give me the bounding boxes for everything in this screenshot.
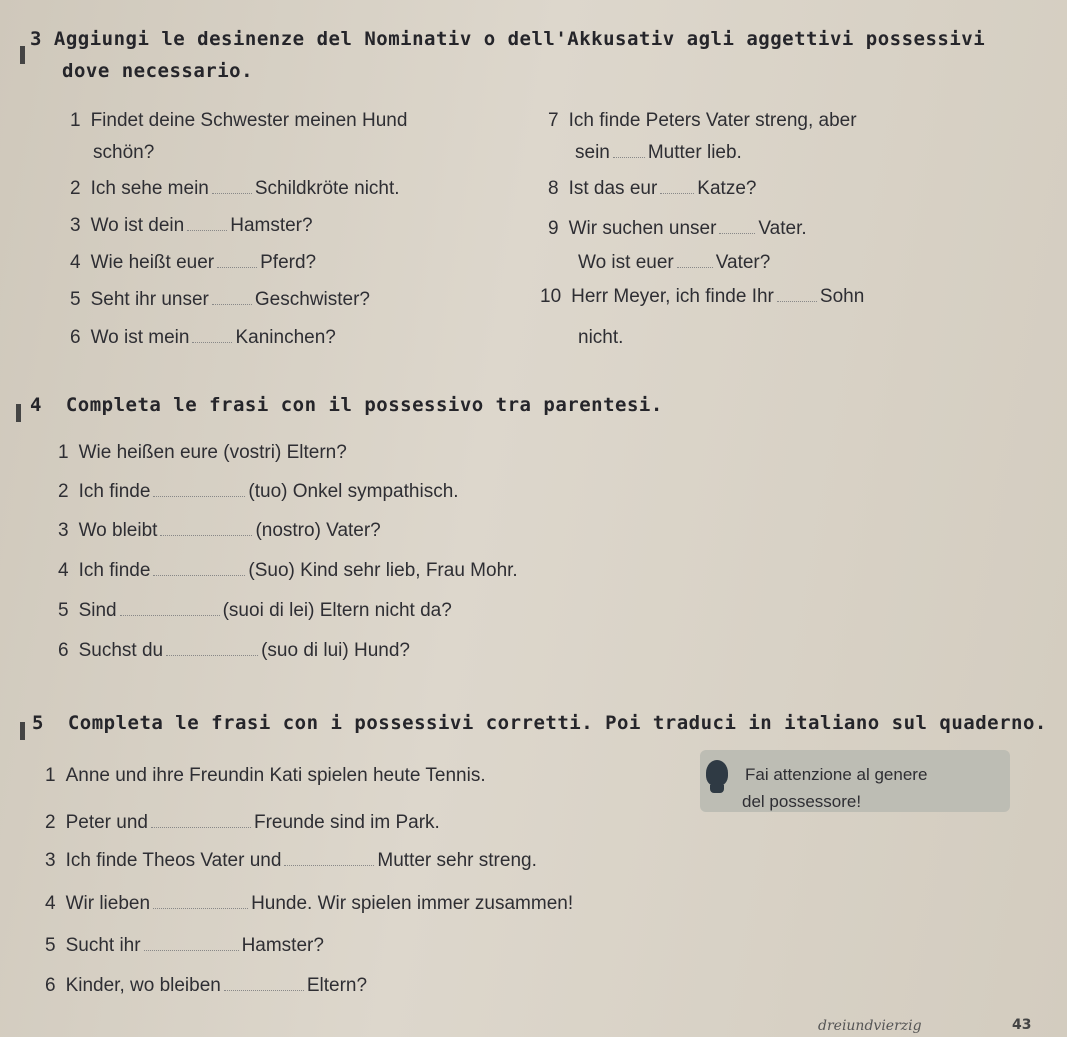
answer-blank[interactable] [224,989,304,991]
ex4-item-2: 2 Ich finde (tuo) Onkel sympathisch. [58,481,459,502]
exercise-title: Completa le frasi con i possessivi corretti. Poi traduci in italiano sul quaderno. [67,712,1047,734]
lightbulb-icon [706,760,728,786]
ex4-item-1: 1 Wie heißen eure (vostri) Eltern? [58,442,347,463]
exercise-title: Aggiungi le desinenze del Nominativ o dell'Akkusativ agli aggettivi possessivi [53,28,986,50]
page-number: 43 [1012,1017,1032,1033]
ex3-item-1-cont: schön? [93,142,155,163]
ex3-item-4: 4 Wie heißt euer Pferd? [70,252,317,273]
ex3-item-6: 6 Wo ist mein Kaninchen? [70,327,336,348]
answer-blank[interactable] [719,232,755,234]
answer-blank[interactable] [120,614,220,616]
answer-blank[interactable] [777,300,817,302]
ex3-item-3: 3 Wo ist dein Hamster? [70,215,313,236]
answer-blank[interactable] [217,266,257,268]
answer-blank[interactable] [284,864,374,866]
answer-blank[interactable] [212,192,252,194]
exercise-title: Completa le frasi con il possessivo tra parentesi. [65,394,663,416]
ex5-item-2: 2 Peter und Freunde sind im Park. [45,812,440,833]
answer-blank[interactable] [144,949,239,951]
exercise-4-heading [30,394,663,416]
answer-blank[interactable] [153,907,248,909]
exercise-marker [16,404,21,422]
answer-blank[interactable] [153,574,245,576]
ex3-item-5: 5 Seht ihr unser Geschwister? [70,289,370,310]
answer-blank[interactable] [677,266,713,268]
ex4-item-5: 5 Sind (suoi di lei) Eltern nicht da? [58,600,452,621]
answer-blank[interactable] [151,826,251,828]
ex3-item-9-cont: Wo ist euer Vater? [578,252,771,273]
ex5-item-3: 3 Ich finde Theos Vater und Mutter sehr streng. [45,850,537,871]
ex4-item-6: 6 Suchst du (suo di lui) Hund? [58,640,410,661]
exercise-3-heading-line2: dove necessario. [62,60,254,82]
ex5-item-6: 6 Kinder, wo bleiben Eltern? [45,975,368,996]
ex3-item-1: 1 Findet deine Schwester meinen Hund [70,110,408,131]
page-number-word: dreiundvierzig [818,1018,922,1034]
ex3-item-9: 9 Wir suchen unser Vater. [548,218,807,239]
answer-blank[interactable] [192,341,232,343]
answer-blank[interactable] [660,192,694,194]
answer-blank[interactable] [160,534,252,536]
ex3-item-7: 7 Ich finde Peters Vater streng, aber [548,110,857,131]
answer-blank[interactable] [187,229,227,231]
exercise-number: 4 [30,394,42,416]
ex5-item-4: 4 Wir lieben Hunde. Wir spielen immer zusammen! [45,893,574,914]
lightbulb-icon-base [710,785,724,793]
exercise-3-heading [30,28,985,50]
ex5-item-1: 1 Anne und ihre Freundin Kati spielen heute Tennis. [45,765,486,786]
tip-line-1: Fai attenzione al genere [745,765,928,784]
ex3-item-10: 10 Herr Meyer, ich finde Ihr Sohn [540,286,865,307]
ex3-item-8: 8 Ist das eur Katze? [548,178,757,199]
exercise-5-heading [32,712,1047,734]
ex3-item-7-cont: sein Mutter lieb. [575,142,742,163]
exercise-marker [20,46,25,64]
ex3-item-10-cont: nicht. [578,327,624,348]
tip-line-2: del possessore! [742,792,862,811]
answer-blank[interactable] [212,303,252,305]
answer-blank[interactable] [166,654,258,656]
ex4-item-4: 4 Ich finde (Suo) Kind sehr lieb, Frau Mohr. [58,560,518,581]
answer-blank[interactable] [613,156,645,158]
ex4-item-3: 3 Wo bleibt (nostro) Vater? [58,520,381,541]
ex3-item-2: 2 Ich sehe mein Schildkröte nicht. [70,178,400,199]
exercise-number: 3 [30,28,42,50]
ex5-item-5: 5 Sucht ihr Hamster? [45,935,324,956]
exercise-number: 5 [32,712,44,734]
answer-blank[interactable] [153,495,245,497]
exercise-marker [20,722,25,740]
